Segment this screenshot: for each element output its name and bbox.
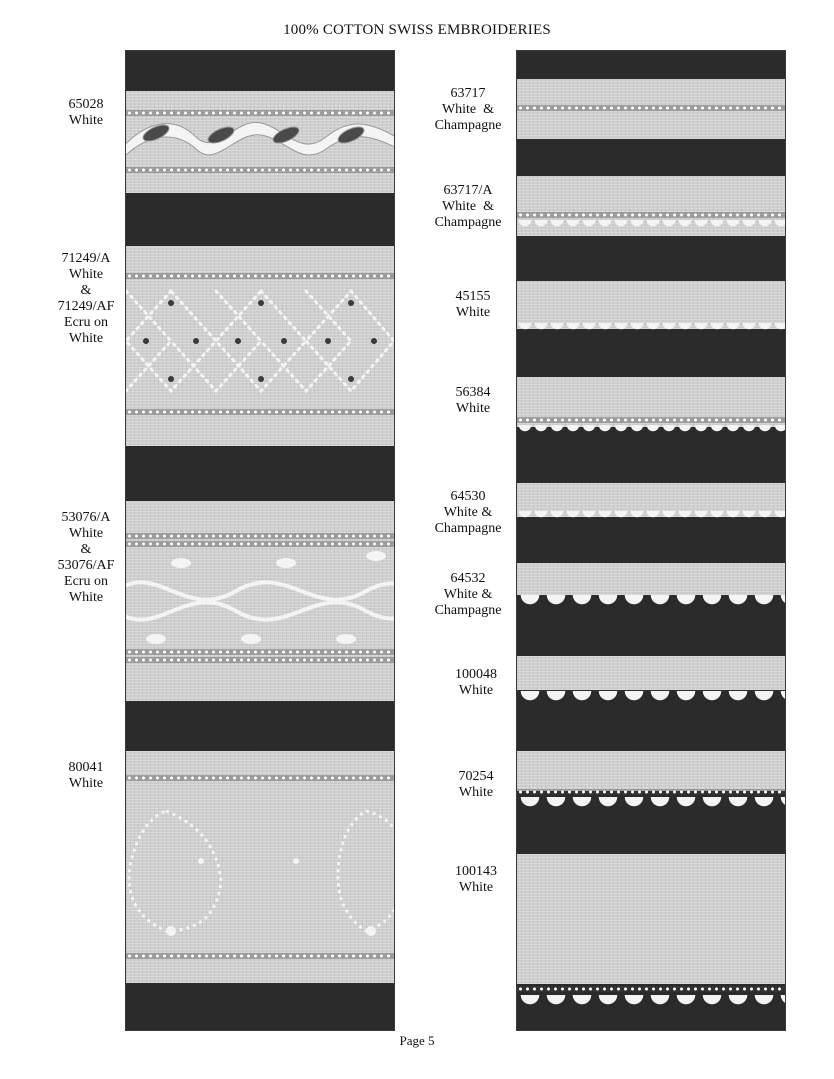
item-code: 80041 [68, 760, 104, 775]
swatch-column-right [516, 50, 786, 1031]
item-conjunction: & [80, 542, 92, 557]
eyelet-border [517, 789, 785, 795]
label-70254 [438, 769, 514, 801]
item-code-alt: 53076/AF [57, 558, 115, 573]
item-code: 71249/A [61, 251, 111, 266]
scalloped-edge [517, 797, 785, 815]
label-63717 [424, 86, 512, 134]
item-code: 63717 [450, 86, 486, 101]
item-color: White [458, 785, 494, 800]
fabric-swatch-70254 [517, 751, 785, 791]
fabric-swatch-64532 [517, 563, 785, 595]
item-code: 100048 [455, 667, 497, 682]
item-code: 100143 [455, 864, 497, 879]
item-color: White [455, 401, 491, 416]
eyelet-border [517, 417, 785, 423]
item-color-alt: Ecru on [64, 315, 108, 330]
label-53076 [46, 510, 126, 606]
item-color: Champagne [434, 521, 502, 536]
label-65028 [52, 97, 120, 129]
eyelet-border [517, 986, 785, 992]
scalloped-edge [517, 220, 785, 232]
item-conjunction: & [80, 283, 92, 298]
label-56384 [438, 385, 508, 417]
item-color: White [455, 305, 491, 320]
item-color: White & [441, 199, 495, 214]
item-code: 56384 [455, 385, 491, 400]
item-color: White [458, 880, 494, 895]
swatch-column-left [125, 50, 395, 1031]
label-45155 [438, 289, 508, 321]
item-code: 53076/A [61, 510, 111, 525]
item-code: 45155 [455, 289, 491, 304]
item-color: White [68, 776, 104, 791]
item-color-alt: White [68, 331, 104, 346]
item-code: 65028 [68, 97, 104, 112]
label-64530 [424, 489, 512, 537]
scalloped-edge [517, 511, 785, 523]
label-71249 [46, 251, 126, 347]
item-color: White [68, 526, 104, 541]
label-100048 [438, 667, 514, 699]
fabric-swatch-45155 [517, 281, 785, 329]
page-number: Page 5 [399, 1033, 435, 1048]
label-80041 [52, 760, 120, 792]
label-64532 [424, 571, 512, 619]
item-color: White [458, 683, 494, 698]
fabric-swatch-100048 [517, 656, 785, 690]
scalloped-edge [517, 691, 785, 709]
eyelet-border [517, 105, 785, 111]
item-code: 70254 [458, 769, 494, 784]
item-color: White & [443, 505, 493, 520]
scalloped-edge [517, 425, 785, 437]
item-code: 64532 [450, 571, 486, 586]
fabric-swatch-100143 [517, 854, 785, 984]
item-color: White & [443, 587, 493, 602]
eyelet-border [517, 212, 785, 218]
item-color: Champagne [434, 118, 502, 133]
item-color: Champagne [434, 215, 502, 230]
scalloped-edge [517, 995, 785, 1013]
item-color: White [68, 113, 104, 128]
scalloped-edge [517, 595, 785, 613]
item-color: Champagne [434, 603, 502, 618]
floral-medallion-pattern [126, 51, 394, 1030]
item-code: 63717/A [443, 183, 493, 198]
item-color: White & [441, 102, 495, 117]
page-title: 100% COTTON SWISS EMBROIDERIES [283, 22, 551, 38]
item-color-alt: Ecru on [64, 574, 108, 589]
label-100143 [438, 864, 514, 896]
scalloped-edge [517, 323, 785, 335]
item-color: White [68, 267, 104, 282]
label-63717a [424, 183, 512, 231]
item-color-alt: White [68, 590, 104, 605]
item-code-alt: 71249/AF [57, 299, 115, 314]
item-code: 64530 [450, 489, 486, 504]
